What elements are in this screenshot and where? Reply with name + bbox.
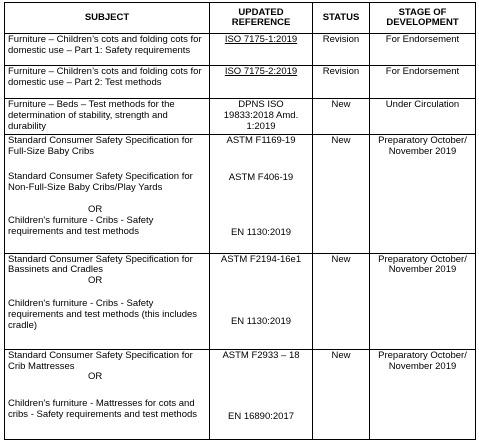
header-stage	[370, 3, 476, 34]
subject-text: Children's furniture - Mattresses for cots and cribs - Safety requirements and test methods	[8, 398, 198, 420]
or-separator: OR	[88, 204, 103, 216]
subject-text: Standard Consumer Safety Specification for Full-Size Baby Cribs	[8, 135, 193, 158]
subject-cell: Furniture – Children’s cots and folding cots for domestic use – Part 1: Safety requirements	[5, 34, 210, 66]
stage-cell: For Endorsement	[370, 66, 476, 99]
subject-text: Standard Consumer Safety Specification for Non-Full-Size Baby Cribs/Play Yards	[8, 170, 193, 193]
reference-link[interactable]: ISO 7175-1:2019	[224, 34, 298, 46]
reference-text: EN 16890:2017	[227, 410, 295, 422]
reference-cell	[210, 253, 313, 349]
table-row	[5, 66, 476, 99]
stage-cell: Preparatory October/ November 2019	[370, 253, 476, 349]
subject-text: Standard Consumer Safety Specification for Crib Mattresses	[8, 349, 193, 372]
status-cell: New	[313, 253, 370, 349]
stage-cell: Preparatory October/ November 2019	[370, 135, 476, 253]
status-cell: Revision	[313, 34, 370, 66]
table-row	[5, 135, 476, 253]
subject-text: Children's furniture - Cribs - Safety requirements and test methods (this includes cradle)	[8, 297, 198, 331]
reference-text: ASTM F2933 – 18	[222, 349, 300, 361]
reference-text: EN 1130:2019	[230, 316, 292, 328]
reference-cell	[210, 66, 313, 99]
reference-text: ASTM F1169-19	[226, 135, 296, 147]
table-header-row	[5, 3, 476, 34]
header-reference-line1: UPDATED	[238, 6, 284, 18]
subject-text: Standard Consumer Safety Specification for Bassinets and Cradles	[8, 253, 193, 276]
reference-text: ASTM F406-19	[228, 172, 294, 184]
header-status: STATUS	[313, 3, 370, 34]
subject-cell: Furniture – Children’s cots and folding cots for domestic use – Part 2: Test methods	[5, 66, 210, 99]
header-stage-line1: STAGE OF	[398, 6, 447, 18]
or-separator: OR	[88, 371, 103, 383]
reference-cell: DPNS ISO 19833:2018 Amd. 1:2019	[210, 99, 313, 135]
status-cell: Revision	[313, 66, 370, 99]
subject-text: Children's furniture - Cribs - Safety requirements and test methods	[8, 215, 154, 238]
stage-cell: Preparatory October/ November 2019	[370, 349, 476, 439]
status-cell: New	[313, 349, 370, 439]
stage-cell: For Endorsement	[370, 34, 476, 66]
header-subject: SUBJECT	[5, 3, 210, 34]
standards-table	[4, 2, 476, 440]
table-row	[5, 34, 476, 66]
reference-cell	[210, 34, 313, 66]
or-separator: OR	[88, 275, 103, 287]
table-row	[5, 349, 476, 439]
status-cell: New	[313, 135, 370, 253]
subject-cell	[5, 135, 210, 253]
subject-cell	[5, 253, 210, 349]
reference-link[interactable]: ISO 7175-2:2019	[224, 66, 298, 78]
subject-cell	[5, 349, 210, 439]
header-updated-reference	[210, 3, 313, 34]
table-row	[5, 253, 476, 349]
reference-cell	[210, 135, 313, 253]
reference-cell	[210, 349, 313, 439]
stage-cell: Under Circulation	[370, 99, 476, 135]
table-row	[5, 99, 476, 135]
subject-cell: Furniture – Beds – Test methods for the determination of stability, strength and durability	[5, 99, 210, 135]
header-stage-line2: DEVELOPMENT	[386, 17, 459, 29]
header-reference-line2: REFERENCE	[231, 17, 291, 29]
reference-text: ASTM F2194-16e1	[220, 253, 302, 265]
status-cell: New	[313, 99, 370, 135]
reference-text: EN 1130:2019	[230, 226, 292, 238]
